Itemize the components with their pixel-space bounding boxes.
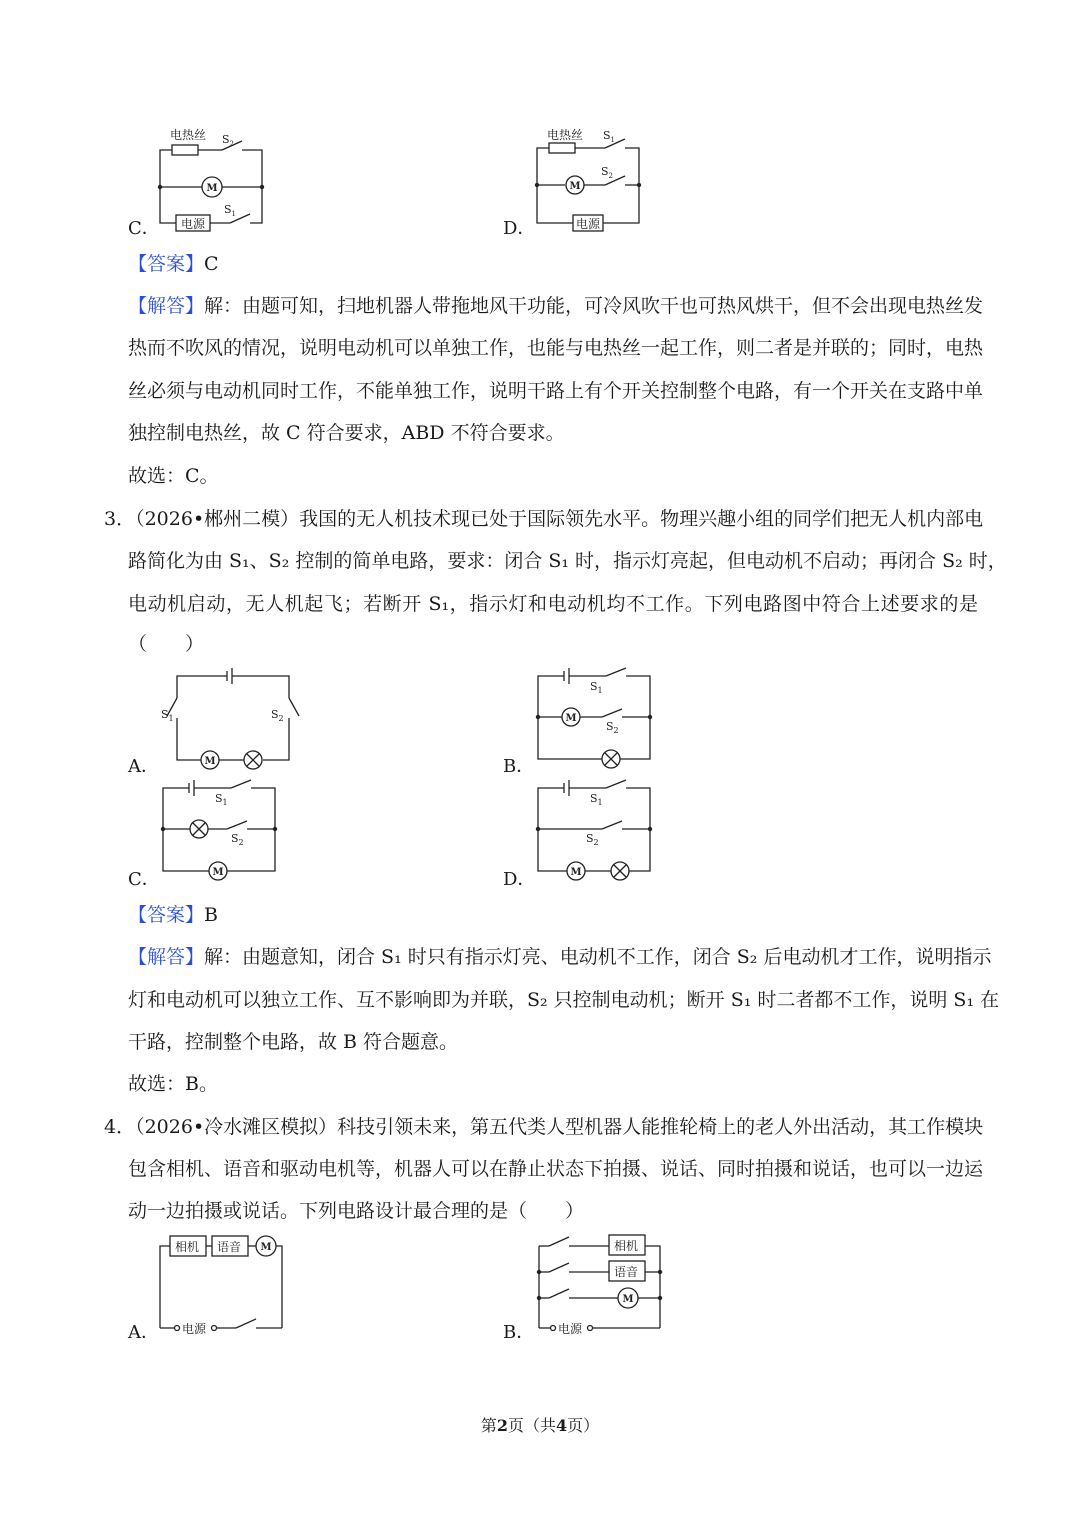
switch-s2-label: $S_2$ [586,832,599,847]
q3-answer: 【答案】B [128,904,218,926]
svg-text:M: M [565,713,577,724]
q3-analysis-line-2: 灯和电动机可以独立工作、互不影响即为并联，S₂ 只控制电动机；断开 S₁ 时二者都不工作，说明 S₁ 在 [128,989,1000,1011]
svg-text:相机: 相机 [614,1239,639,1253]
q3-circuit-diagram-c [155,780,285,880]
q3-stem-line-1: 3．（2026•郴州二模）我国的无人机技术现已处于国际领先水平。物理兴趣小组的同学们把无人机内部电 [104,508,984,530]
switch-motor [549,1289,569,1298]
switch-s2-label: $S_2$ [222,133,235,148]
q3-circuit-diagram-d [530,780,660,880]
q2-choice: 故选：C。 [128,465,219,487]
q4-circuit-diagram-b [525,1230,670,1340]
switch-s1-label: $S_1$ [590,680,603,695]
terminal-left [551,1326,556,1331]
q2-analysis-line-3: 丝必须与电动机同时工作，不能单独工作，说明干路上有个开关控制整个电路，有一个开关在支路中单 [128,380,984,402]
q3-option-a-label: A． [128,756,159,777]
q2-analysis-line-2: 热而不吹风的情况，说明电动机可以单独工作，也能与电热丝一起工作，则二者是并联的；同时，电热 [128,337,984,359]
q3-circuit-diagram-a [155,668,305,768]
switch-s1-label: $S_1$ [161,708,174,723]
switch-s1-label: $S_1$ [590,792,603,807]
terminal-left [175,1326,180,1331]
q4-stem-line-3: 动一边拍摄或说话。下列电路设计最合理的是（ ） [128,1200,585,1222]
page-footer: 第2页（共4页） [480,1416,600,1435]
switch-s2-label: $S_2$ [231,832,244,847]
q2-option-c-label: C． [128,218,160,239]
svg-text:M: M [570,867,582,878]
terminal-right [588,1326,593,1331]
svg-text:M: M [622,1294,634,1305]
q3-option-b-label: B． [503,756,535,777]
switch-s1-label: $S_1$ [603,129,616,144]
svg-text:M: M [260,1242,272,1253]
switch-s2 [602,709,622,717]
switch-s2-label: $S_2$ [606,720,619,735]
q3-analysis-line-1: 【解答】解：由题意知，闭合 S₁ 时只有指示灯亮、电动机不工作，闭合 S₂ 后电动机才工作，说明指示 [128,946,992,968]
svg-text:M: M [212,867,224,878]
heater-resistor [172,145,198,155]
heater-label: 电热丝 [547,128,584,142]
q2-circuit-diagram-d [527,125,652,235]
svg-text:电源: 电源 [576,217,601,231]
q3-stem-line-2: 路简化为由 S₁、S₂ 控制的简单电路，要求：闭合 S₁ 时，指示灯亮起，但电动机不启动；再闭合 S₂ 时， [128,550,1007,572]
q2-analysis-line-4: 独控制电热丝，故 C 符合要求，ABD 不符合要求。 [128,422,565,444]
switch-camera [549,1237,569,1246]
switch-s2 [289,698,299,716]
q4-option-b-label: B． [503,1322,535,1343]
switch-s2-label: $S_2$ [601,165,614,180]
switch-s2 [602,821,622,829]
q3-option-c-label: C． [128,869,160,890]
heater-label: 电热丝 [170,128,207,142]
q4-stem-line-2: 包含相机、语音和驱动电机等，机器人可以在静止状态下拍摄、说话、同时拍摄和说话，也可以一边运 [128,1158,984,1180]
q3-circuit-diagram-b [530,668,660,768]
q4-circuit-diagram-a [150,1230,290,1340]
q4-stem-line-1: 4．（2026•冷水滩区模拟）科技引领未来，第五代类人型机器人能推轮椅上的老人外出活动，其工作模块 [104,1116,984,1138]
switch-s1 [606,780,626,788]
switch-s1 [606,668,626,676]
svg-text:电源: 电源 [181,217,206,231]
switch-s2 [227,821,247,829]
q3-choice: 故选：B。 [128,1073,218,1095]
q3-option-d-label: D． [503,869,536,890]
svg-text:相机: 相机 [175,1240,200,1254]
svg-text:M: M [204,756,216,767]
q2-analysis-line-1: 【解答】解：由题可知，扫地机器人带拖地风干功能，可冷风吹干也可热风烘干，但不会出现电热丝发 [128,295,984,317]
q3-stem-line-3: 电动机启动，无人机起飞；若断开 S₁，指示灯和电动机均不工作。下列电路图中符合上述要求的是 [128,593,978,615]
q2-circuit-diagram-c [150,125,275,235]
q2-answer: 【答案】C [128,253,219,275]
switch [236,1319,256,1328]
switch-s1-label: $S_1$ [215,792,228,807]
q3-analysis-line-3: 干路，控制整个电路，故 B 符合题意。 [128,1031,459,1053]
switch-voice [549,1263,569,1272]
q3-stem-line-4: （ ） [128,633,205,655]
svg-text:M: M [569,181,581,192]
switch-s1 [231,780,251,788]
svg-text:M: M [206,183,218,194]
heater-resistor [549,143,575,153]
switch-s2-label: $S_2$ [271,708,284,723]
q2-option-d-label: D． [503,218,536,239]
svg-text:语音: 语音 [614,1265,639,1279]
svg-text:电源: 电源 [182,1322,207,1336]
switch-s1-label: $S_1$ [224,203,237,218]
svg-text:语音: 语音 [217,1240,242,1254]
terminal-right [212,1326,217,1331]
q4-option-a-label: A． [128,1322,159,1343]
svg-text:电源: 电源 [558,1322,583,1336]
